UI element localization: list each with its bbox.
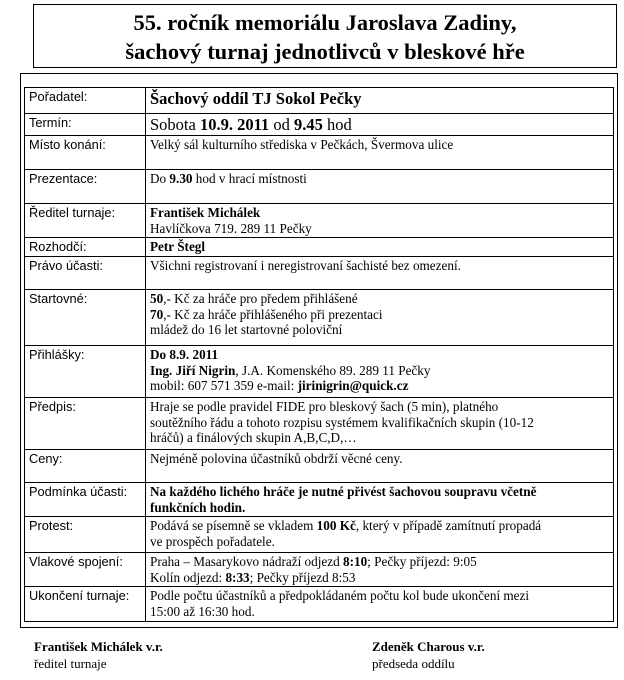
value-termin — [146, 114, 614, 136]
label-vlak: Vlakové spojení: — [25, 553, 146, 587]
protest-line-1 — [150, 518, 610, 534]
protest-line-2: ve prospěch pořadatele. — [150, 533, 275, 549]
signature-left-name: František Michálek v.r. — [34, 639, 163, 654]
row-reditel — [25, 204, 614, 238]
reditel-address: Havlíčkova 719. 289 11 Pečky — [150, 220, 312, 236]
prihlasky-phone-email — [150, 378, 610, 394]
row-podminka — [25, 483, 614, 517]
label-reditel: Ředitel turnaje: — [25, 204, 146, 238]
label-pravo: Právo účasti: — [25, 257, 146, 290]
row-startovne — [25, 290, 614, 346]
label-protest: Protest: — [25, 517, 146, 553]
title-line-2: šachový turnaj jednotlivců v bleskové hře — [125, 39, 525, 64]
startovne-line-3: mládež do 16 let startovné poloviční — [150, 322, 343, 337]
startovne-amount-2: 70 — [150, 306, 164, 322]
row-prihlasky — [25, 346, 614, 398]
label-prezentace: Prezentace: — [25, 170, 146, 204]
prihlasky-email: jirinigrin@quick.cz — [297, 378, 409, 393]
startovne-amount-1: 50 — [150, 291, 164, 306]
termin-time: 9.45 — [293, 115, 323, 134]
value-prihlasky — [146, 346, 614, 398]
value-reditel — [146, 204, 614, 238]
label-rozhodci: Rozhodčí: — [25, 238, 146, 257]
value-prezentace — [146, 170, 614, 204]
label-poradatel: Pořadatel: — [25, 88, 146, 114]
ukonceni-line-1: Podle počtu účastníků a předpokládaném počtu kol bude ukončení mezi — [150, 588, 530, 603]
signature-left — [34, 638, 163, 672]
value-rozhodci: Petr Štegl — [146, 238, 614, 257]
vlak-praha: Praha – Masarykovo nádraží odjezd — [150, 554, 343, 569]
label-podminka: Podmínka účasti: — [25, 483, 146, 517]
label-startovne: Startovné: — [25, 290, 146, 346]
startovne-text-2: ,- Kč za hráče přihlášeného při prezentaci — [163, 306, 383, 322]
label-misto: Místo konání: — [25, 136, 146, 170]
prezentace-do: Do — [150, 171, 170, 186]
prihlasky-address: , J.A. Komenského 89. 289 11 Pečky — [235, 362, 431, 378]
value-ukonceni — [146, 587, 614, 622]
vlak-line-1 — [150, 554, 610, 570]
value-poradatel: Šachový oddíl TJ Sokol Pečky — [146, 88, 614, 114]
predpis-line-2: soutěžního řádu a tohoto rozpisu systémem kvalifikačních skupin (10-12 — [150, 414, 534, 430]
ukonceni-line-2: 15:00 až 16:30 hod. — [150, 603, 255, 619]
signature-right — [372, 638, 485, 672]
row-ceny — [25, 450, 614, 483]
termin-hod: hod — [322, 115, 352, 134]
prihlasky-name: Ing. Jiří Nigrin — [150, 362, 236, 378]
label-prihlasky: Přihlášky: — [25, 346, 146, 398]
predpis-line-1: Hraje se podle pravidel FIDE pro bleskový šach (5 min), platného — [150, 399, 499, 414]
podminka-line-2: funkčních hodin. — [150, 499, 246, 515]
row-predpis — [25, 398, 614, 450]
row-misto — [25, 136, 614, 170]
row-pravo — [25, 257, 614, 290]
value-podminka — [146, 483, 614, 517]
label-termin: Termín: — [25, 114, 146, 136]
label-predpis: Předpis: — [25, 398, 146, 450]
protest-amount: 100 Kč — [316, 518, 356, 533]
vlak-arrival-2: ; Pečky příjezd 8:53 — [249, 569, 356, 585]
vlak-line-2 — [150, 570, 610, 586]
startovne-line-1 — [150, 291, 610, 307]
signature-right-role: předseda oddílu — [372, 656, 455, 671]
prezentace-place: hod v hrací místnosti — [192, 171, 307, 186]
startovne-text-1: ,- Kč za hráče pro předem přihlášené — [163, 291, 358, 306]
value-misto: Velký sál kulturního střediska v Pečkách, Švermova ulice — [146, 136, 614, 170]
row-vlak — [25, 553, 614, 587]
reditel-name: František Michálek — [150, 205, 261, 220]
termin-date: 10.9. 2011 — [199, 115, 270, 134]
label-ukonceni: Ukončení turnaje: — [25, 587, 146, 622]
row-ukonceni — [25, 587, 614, 622]
title-line-1: 55. ročník memoriálu Jaroslava Zadiny, — [133, 10, 517, 35]
value-vlak — [146, 553, 614, 587]
vlak-time-2: 8:33 — [225, 569, 250, 585]
protest-pre: Podává se písemně se vkladem — [150, 518, 317, 533]
row-protest — [25, 517, 614, 553]
row-rozhodci — [25, 238, 614, 257]
value-protest — [146, 517, 614, 553]
value-pravo: Všichni registrovaní i neregistrovaní šachisté bez omezení. — [146, 257, 614, 290]
value-startovne — [146, 290, 614, 346]
termin-od: od — [269, 115, 294, 134]
document-title — [33, 4, 617, 68]
prihlasky-mobile: mobil: 607 571 359 e-mail: — [150, 378, 298, 393]
protest-post: , který v případě zamítnutí propadá — [355, 518, 542, 533]
prihlasky-deadline: Do 8.9. 2011 — [150, 347, 219, 362]
label-ceny: Ceny: — [25, 450, 146, 483]
value-ceny: Nejméně polovina účastníků obdrží věcné ceny. — [146, 450, 614, 483]
vlak-time-1: 8:10 — [342, 554, 368, 569]
termin-day: Sobota — [150, 115, 200, 134]
startovne-line-2 — [150, 307, 610, 323]
row-termin — [25, 114, 614, 136]
vlak-arrival-1: ; Pečky příjezd: 9:05 — [367, 554, 477, 569]
value-predpis — [146, 398, 614, 450]
vlak-kolin: Kolín odjezd: — [150, 569, 226, 585]
signature-right-name: Zdeněk Charous v.r. — [372, 639, 485, 654]
prihlasky-contact — [150, 363, 610, 379]
row-prezentace — [25, 170, 614, 204]
tournament-info-table — [24, 87, 614, 622]
row-poradatel — [25, 88, 614, 114]
prezentace-time: 9.30 — [169, 171, 193, 186]
predpis-line-3: hráčů) a finálových skupin A,B,C,D,… — [150, 430, 357, 445]
signature-left-role: ředitel turnaje — [34, 656, 107, 671]
podminka-line-1: Na každého lichého hráče je nutné přivést šachovou soupravu včetně — [150, 484, 537, 499]
